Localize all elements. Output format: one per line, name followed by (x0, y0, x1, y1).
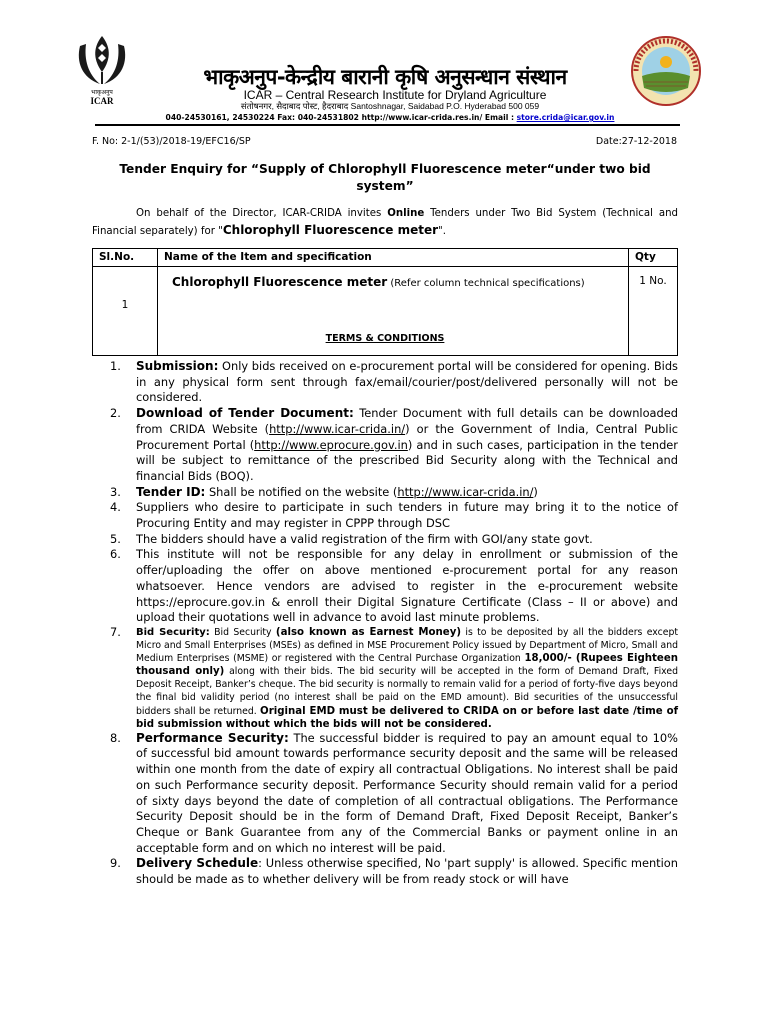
item-label: Tender ID: (136, 484, 206, 499)
header-slno: Sl.No. (93, 249, 158, 267)
institute-english-name: ICAR – Central Research Institute for Dryland Agriculture (243, 88, 547, 102)
list-item (92, 547, 678, 626)
item-label: Performance Security: (136, 730, 289, 745)
logo-left-text: ICAR (90, 96, 114, 106)
item-label: Bid Security: (136, 626, 210, 638)
item-bold: 18,000/- (Rupees Eighteen thousand only) (136, 653, 678, 678)
item-number: 3. (110, 484, 121, 499)
header-qty: Qty (629, 249, 678, 267)
list-item (92, 485, 678, 501)
eprocure-link[interactable]: http://www.eprocure.gov.in (254, 437, 408, 452)
item-number: 4. (110, 500, 121, 515)
item-number: 6. (110, 547, 121, 562)
item-text: ) (533, 484, 538, 499)
file-number: F. No: 2-1/(53)/2018-19/EFC16/SP (92, 136, 251, 147)
item-text: The successful bidder is required to pay an amount equal to 10% of successful bid amount towards performance security deposit and the same will be released within one month from the date of expiry all contractual Obligations. No interest shall be paid on such Performance security deposit. Performance Security should remain valid for a period of sixty days beyond the date of completion of all contractual obligations. The Performance Security Deposit should be in the form of Demand Draft, Fixed Deposit Receipt, Banker’s Cheque or Bank Guarantee from any of the Commercial Banks or payment online in an acceptable form and on which no interest will be paid. (136, 730, 678, 855)
item-text: is to be deposited by all the bidders except Micro and Small Enterprises (MSEs) as defined in MSE Procurement Policy issued by Department of Micro, Small and Medium Enterprises (MSME) or registered with the Central Purchase Organization (136, 626, 678, 665)
intro-part2: Tenders under Two Bid System (Technical and Financial separately) for " (92, 208, 678, 237)
item-label: Submission: (136, 359, 219, 373)
item-text: Suppliers who desire to participate in such tenders in future may bring it to the notice of Procuring Entity and may register in CPPP through DSC (136, 500, 678, 531)
row-item-name: Chlorophyll Fluorescence meter (172, 275, 388, 289)
crida-website-link[interactable]: http://www.icar-crida.in/ (397, 484, 534, 499)
row-slno: 1 (93, 267, 158, 356)
item-text: ) and in such cases, participation in the tender will be subject to remittance of the prescribed Bid Security along with the Technical and financial Bids (BOQ). (136, 437, 678, 483)
list-item (92, 856, 678, 887)
list-item (92, 359, 678, 406)
list-item (92, 406, 678, 485)
email-link[interactable]: store.crida@icar.gov.in (516, 113, 615, 122)
icar-logo (72, 32, 132, 107)
item-text: Tender Document with full details can be downloaded from CRIDA Website ( (136, 406, 678, 436)
institute-address: संतोषनगर, सैदाबाद पोस्ट, हैदराबाद Santoshnagar, Saidabad P.O. Hyderabad 500 059 (240, 101, 540, 111)
item-bold: (also known as Earnest Money) (275, 626, 461, 638)
list-item (92, 532, 678, 548)
row-item-note: (Refer column technical specifications) (387, 278, 585, 289)
item-bold: Original EMD must be delivered to CRIDA on or before last date /time of bid submission without which the bids will not be considered. (136, 705, 679, 730)
terms-heading: TERMS & CONDITIONS (325, 333, 445, 344)
intro-paragraph (92, 206, 678, 240)
contact-text: 040-24530161, 24530224 Fax: 040-24531802 http://www.icar-crida.res.in/ Email : (165, 113, 517, 122)
item-label: Download of Tender Document: (136, 406, 354, 421)
institute-hindi-name: भाकृअनुप-केन्द्रीय बारानी कृषि अनुसन्धान संस्थान (203, 65, 567, 89)
intro-part1: On behalf of the Director, ICAR-CRIDA invites (136, 208, 388, 219)
item-number: 8. (110, 730, 121, 745)
institute-contact (150, 113, 630, 122)
header-divider (95, 124, 680, 126)
svg-text:भाकृअनुप: भाकृअनुप (91, 89, 113, 96)
tender-title: Tender Enquiry for “Supply of Chlorophyll Fluorescence meter“under two bid system” (119, 162, 651, 193)
list-item (92, 731, 678, 857)
crida-seal (630, 32, 702, 110)
item-number: 2. (110, 406, 121, 421)
row-qty: 1 No. (629, 267, 678, 356)
item-text: ) or the Government of India, Central Public Procurement Portal ( (136, 421, 678, 452)
item-text: Only bids received on e-procurement portal will be considered for opening. Bids in any physical form sent through fax/email/courier/post/delivered personally will not be considered. (136, 359, 678, 405)
list-item (92, 626, 678, 731)
item-label: Delivery Schedule (136, 856, 259, 871)
intro-item: Chlorophyll Fluorescence meter (222, 223, 439, 237)
item-number: 7. (110, 624, 121, 639)
list-item (92, 500, 678, 531)
intro-part3: ". (438, 226, 446, 237)
table-header-row (93, 249, 678, 267)
terms-list (92, 359, 678, 888)
item-text: along with their bids. The bid security will be accepted in the form of Demand Draft, Fixed Deposit Receipt, Banker’s cheque. The bid security is normally to remain valid for a period of forty-five days beyond the final bid validity period (no interest shall be paid on the EMD amount). Bid securities of the unsuccessful bidders shall be returned. (136, 666, 678, 717)
item-text: Bid Security (209, 626, 276, 638)
item-text: : Unless otherwise specified, No 'part supply' is allowed. Specific mention should be made as to whether delivery will be from ready stock or will have (136, 856, 678, 887)
document-date: Date:27-12-2018 (595, 136, 677, 147)
crida-website-link[interactable]: http://www.icar-crida.in/ (269, 421, 406, 436)
item-number: 9. (110, 856, 121, 871)
item-text: This institute will not be responsible for any delay in enrollment or submission of the offer/uploading the offer on above mentioned e-procurement portal for any reason whatsoever. Hence vendors are advised to register in the e-procurement website https://eprocure.gov.in & enroll their Digital Signature Certificate (Class – II or above) and upload their quotations well in advance to avoid last minute problems. (136, 547, 678, 625)
item-text: The bidders should have a valid registration of the firm with GOI/any state govt. (136, 531, 593, 546)
intro-bold-online: Online (387, 208, 425, 219)
item-number: 5. (110, 531, 121, 546)
item-number: 1. (110, 359, 121, 373)
item-text: Shall be notified on the website ( (205, 484, 398, 499)
header-item-name: Name of the Item and specification (158, 249, 629, 267)
